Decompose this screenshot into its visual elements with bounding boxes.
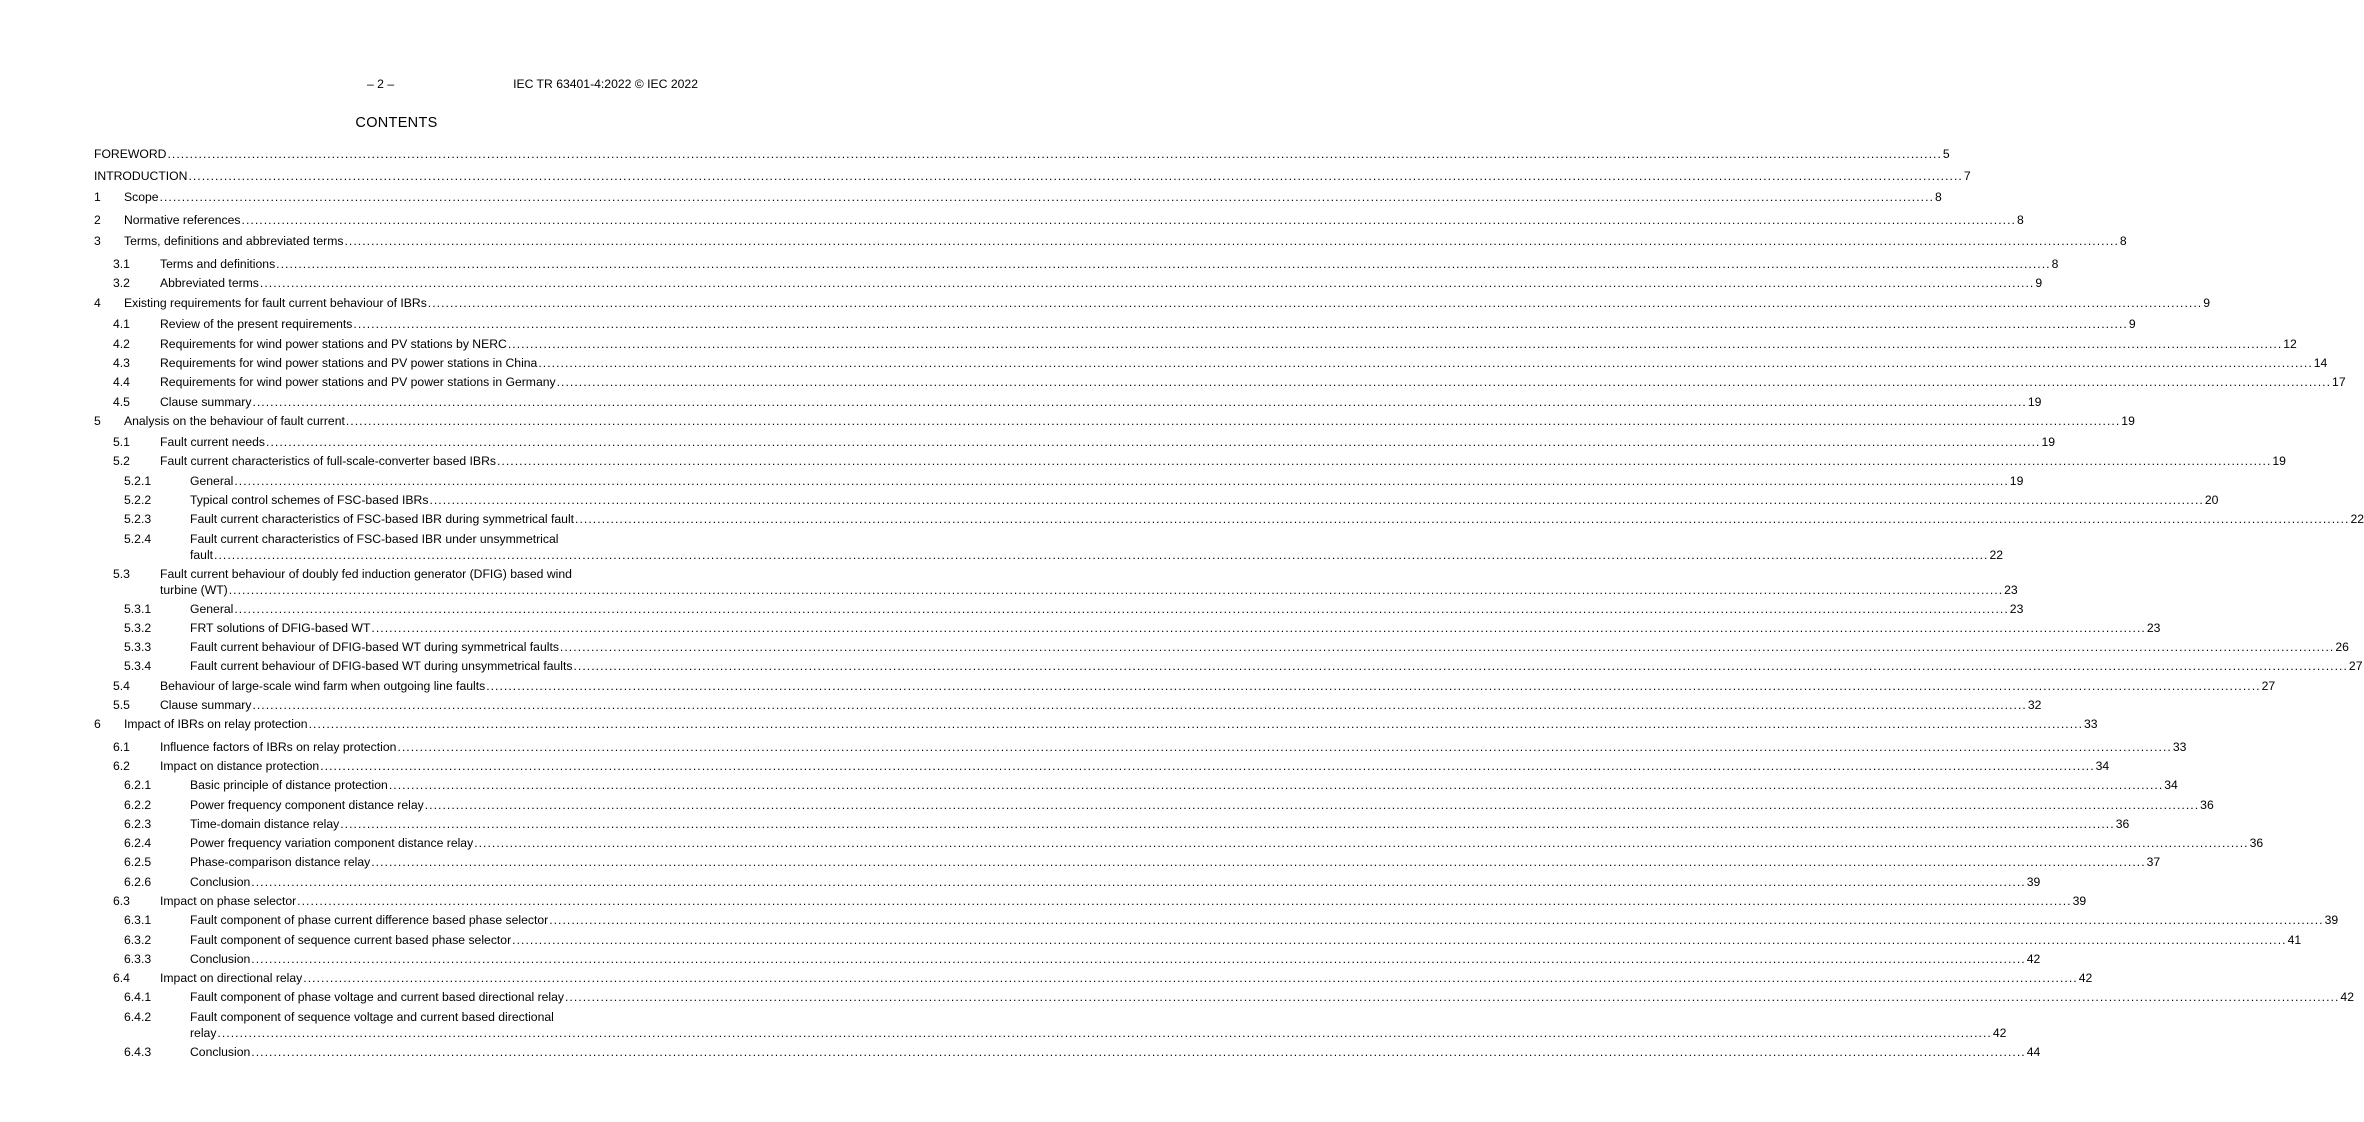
dot-leader: ................................................................................................................................................................................................................................................................................................................................................................................................................	[159, 190, 1934, 204]
dot-leader: ................................................................................................................................................................................................................................................................................................................................................................................................................	[507, 337, 2283, 351]
toc-entry-page: 17	[2332, 375, 2346, 389]
toc-entry-title: Impact on distance protection	[160, 759, 320, 773]
dot-leader: ................................................................................................................................................................................................................................................................................................................................................................................................................	[549, 913, 2324, 927]
toc-entry-number: 3.2	[113, 276, 130, 290]
toc-entry[interactable]	[94, 212, 2024, 228]
toc-entry[interactable]	[94, 453, 2286, 469]
dot-leader: ................................................................................................................................................................................................................................................................................................................................................................................................................	[573, 659, 2348, 673]
dot-leader: ................................................................................................................................................................................................................................................................................................................................................................................................................	[167, 147, 1942, 161]
page-title: CONTENTS	[355, 115, 438, 131]
toc-entry-title: Abbreviated terms	[160, 276, 259, 290]
toc-entry-title: Basic principle of distance protection	[190, 778, 388, 792]
toc-entry[interactable]	[94, 1009, 2007, 1041]
dot-leader: ................................................................................................................................................................................................................................................................................................................................................................................................................	[252, 395, 2027, 409]
toc-entry-number: 5.3	[113, 567, 130, 581]
toc-entry[interactable]	[94, 275, 2043, 291]
toc-entry-page: 8	[1935, 190, 1942, 204]
toc-entry[interactable]	[94, 601, 2024, 617]
toc-entry-title: Power frequency variation component distance relay	[190, 836, 474, 850]
toc-entry[interactable]	[94, 336, 2297, 352]
dot-leader: ................................................................................................................................................................................................................................................................................................................................................................................................................	[344, 234, 2119, 248]
toc-entry[interactable]	[94, 189, 1942, 205]
toc-entry-number: 2	[94, 213, 101, 227]
toc-entry-number: 5	[94, 414, 101, 428]
toc-entry-number: 5.2.2	[124, 493, 152, 507]
toc-entry-page: 14	[2313, 356, 2328, 370]
toc-entry-title: Fault component of sequence voltage and current based directional	[190, 1010, 554, 1024]
toc-entry-number: 6.4.3	[124, 1045, 152, 1059]
dot-leader: ................................................................................................................................................................................................................................................................................................................................................................................................................	[538, 356, 2313, 370]
document-reference: IEC TR 63401-4:2022 © IEC 2022	[513, 77, 698, 91]
toc-entry-title: Fault component of phase voltage and current based directional relay	[190, 990, 564, 1004]
toc-entry-page: 32	[2027, 698, 2042, 712]
toc-entry-title: Clause summary	[160, 698, 252, 712]
dot-leader: ................................................................................................................................................................................................................................................................................................................................................................................................................	[512, 933, 2287, 947]
toc-entry-title: Conclusion	[190, 1045, 251, 1059]
toc-entry[interactable]	[94, 492, 2219, 508]
toc-entry-number: 6	[94, 717, 101, 731]
toc-entry-title: Clause summary	[160, 395, 252, 409]
toc-entry-title: Impact of IBRs on relay protection	[124, 717, 308, 731]
toc-entry[interactable]	[94, 854, 2161, 870]
toc-entry-title: Fault current behaviour of doubly fed induction generator (DFIG) based wind	[160, 567, 572, 581]
toc-entry-page: 36	[2249, 836, 2264, 850]
dot-leader: ................................................................................................................................................................................................................................................................................................................................................................................................................	[388, 778, 2164, 792]
toc-entry[interactable]	[94, 434, 2056, 450]
toc-entry-title: Typical control schemes of FSC-based IBRs	[190, 493, 429, 507]
toc-entry-page: 36	[2200, 798, 2214, 812]
toc-entry[interactable]	[94, 758, 2110, 774]
dot-leader: ................................................................................................................................................................................................................................................................................................................................................................................................................	[241, 213, 2016, 227]
dot-leader: ................................................................................................................................................................................................................................................................................................................................................................................................................	[427, 296, 2203, 310]
toc-entry-page: 27	[2348, 659, 2363, 673]
toc-entry-number: 4.1	[113, 317, 130, 331]
dot-leader: ................................................................................................................................................................................................................................................................................................................................................................................................................	[424, 798, 2200, 812]
toc-entry-page: 42	[1992, 1026, 2007, 1040]
dot-leader: ................................................................................................................................................................................................................................................................................................................................................................................................................	[266, 435, 2041, 449]
toc-entry-title: Conclusion	[190, 952, 251, 966]
toc-entry[interactable]	[94, 531, 2004, 563]
dot-leader: ................................................................................................................................................................................................................................................................................................................................................................................................................	[320, 759, 2095, 773]
dot-leader: ................................................................................................................................................................................................................................................................................................................................................................................................................	[371, 621, 2146, 635]
toc-entry-title: General	[190, 602, 234, 616]
toc-entry-page: 8	[2051, 257, 2059, 271]
dot-leader: ................................................................................................................................................................................................................................................................................................................................................................................................................	[251, 1045, 2026, 1059]
toc-entry-number: 5.3.2	[124, 621, 152, 635]
toc-entry-number: 3	[94, 234, 101, 248]
dot-leader: ................................................................................................................................................................................................................................................................................................................................................................................................................	[303, 971, 2078, 985]
toc-entry-page: 9	[2035, 276, 2043, 290]
toc-entry-title: turbine (WT)	[160, 583, 228, 597]
dot-leader: ................................................................................................................................................................................................................................................................................................................................................................................................................	[353, 317, 2128, 331]
toc-entry-title: Fault component of phase current difference based phase selector	[190, 913, 549, 927]
toc-entry-title: fault	[190, 548, 214, 562]
toc-entry[interactable]	[94, 697, 2042, 713]
toc-entry-number: 6.2.5	[124, 855, 152, 869]
toc-entry[interactable]	[94, 797, 2214, 813]
dot-leader: ................................................................................................................................................................................................................................................................................................................................................................................................................	[276, 257, 2051, 271]
toc-entry-page: 27	[2261, 679, 2276, 693]
dot-leader: ................................................................................................................................................................................................................................................................................................................................................................................................................	[259, 276, 2035, 290]
dot-leader: ................................................................................................................................................................................................................................................................................................................................................................................................................	[575, 512, 2350, 526]
toc-entry-page: 22	[1989, 548, 2004, 562]
toc-entry-page: 34	[2164, 778, 2178, 792]
toc-entry-page: 20	[2204, 493, 2219, 507]
toc-entry-title: Requirements for wind power stations and PV power stations in China	[160, 356, 538, 370]
toc-entry-title: Requirements for wind power stations and PV stations by NERC	[160, 337, 507, 351]
dot-leader: ................................................................................................................................................................................................................................................................................................................................................................................................................	[397, 740, 2172, 754]
toc-entry-number: 5.2.3	[124, 512, 152, 526]
toc-entry-title: Existing requirements for fault current behaviour of IBRs	[124, 296, 427, 310]
dot-leader: ................................................................................................................................................................................................................................................................................................................................................................................................................	[251, 875, 2026, 889]
dot-leader: ................................................................................................................................................................................................................................................................................................................................................................................................................	[496, 454, 2272, 468]
dot-leader: ................................................................................................................................................................................................................................................................................................................................................................................................................	[371, 855, 2146, 869]
toc-entry-title: Behaviour of large-scale wind farm when outgoing line faults	[160, 679, 486, 693]
toc-entry-page: 19	[2027, 395, 2042, 409]
toc-entry-page: 8	[2016, 213, 2024, 227]
toc-entry-number: 6.1	[113, 740, 130, 754]
toc-entry-page: 19	[2272, 454, 2286, 468]
toc-entry-page: 42	[2026, 952, 2041, 966]
toc-entry[interactable]	[94, 739, 2187, 755]
toc-entry[interactable]	[94, 777, 2178, 793]
toc-entry[interactable]	[94, 835, 2264, 851]
toc-entry-number: 6.4.1	[124, 990, 152, 1004]
toc-entry-number: 6.2.4	[124, 836, 152, 850]
dot-leader: ................................................................................................................................................................................................................................................................................................................................................................................................................	[217, 1026, 1992, 1040]
toc-entry[interactable]	[94, 394, 2042, 410]
toc-entry-page: 33	[2172, 740, 2187, 754]
dot-leader: ................................................................................................................................................................................................................................................................................................................................................................................................................	[340, 817, 2115, 831]
toc-entry[interactable]	[94, 639, 2349, 655]
toc-entry[interactable]	[94, 374, 2346, 390]
toc-entry[interactable]	[94, 413, 2135, 429]
toc-entry-title: Conclusion	[190, 875, 251, 889]
dot-leader: ................................................................................................................................................................................................................................................................................................................................................................................................................	[188, 169, 1963, 183]
toc-entry-title: Fault current behaviour of DFIG-based WT during unsymmetrical faults	[190, 659, 573, 673]
toc-entry-title: Review of the present requirements	[160, 317, 353, 331]
toc-entry[interactable]	[94, 989, 2354, 1005]
toc-entry-number: 3.1	[113, 257, 130, 271]
toc-entry-page: 19	[2041, 435, 2056, 449]
toc-entry[interactable]	[94, 970, 2093, 986]
toc-entry-number: 5.3.3	[124, 640, 152, 654]
toc-entry-number: 6.3.1	[124, 913, 152, 927]
toc-entry-title: Terms and definitions	[160, 257, 276, 271]
toc-entry-page: 23	[2146, 621, 2161, 635]
dot-leader: ................................................................................................................................................................................................................................................................................................................................................................................................................	[345, 414, 2121, 428]
toc-entry[interactable]	[94, 295, 2211, 311]
dot-leader: ................................................................................................................................................................................................................................................................................................................................................................................................................	[308, 717, 2084, 731]
toc-entry-title: Fault current characteristics of FSC-based IBR under unsymmetrical	[190, 532, 559, 546]
toc-entry-number: 5.2.1	[124, 474, 152, 488]
toc-entry[interactable]	[94, 893, 2087, 909]
dot-leader: ................................................................................................................................................................................................................................................................................................................................................................................................................	[234, 474, 2009, 488]
toc-entry-number: 5.1	[113, 435, 130, 449]
toc-entry-number: 5.4	[113, 679, 130, 693]
toc-entry-number: 5.2.4	[124, 532, 152, 546]
toc-entry-number: 5.5	[113, 698, 130, 712]
toc-entry-number: 5.2	[113, 454, 130, 468]
toc-entry[interactable]	[94, 716, 2098, 732]
toc-entry-page: 23	[2009, 602, 2024, 616]
page-header	[94, 77, 698, 93]
toc-entry-page: 44	[2026, 1045, 2041, 1059]
toc-entry-number: 6.2.3	[124, 817, 152, 831]
dot-leader: ................................................................................................................................................................................................................................................................................................................................................................................................................	[429, 493, 2204, 507]
dot-leader: ................................................................................................................................................................................................................................................................................................................................................................................................................	[556, 375, 2332, 389]
toc-entry[interactable]	[94, 316, 2136, 332]
toc-entry-title: Fault component of sequence current based phase selector	[190, 933, 512, 947]
toc-entry-title: Requirements for wind power stations and PV power stations in Germany	[160, 375, 556, 389]
toc-entry[interactable]	[94, 816, 2130, 832]
dot-leader: ................................................................................................................................................................................................................................................................................................................................................................................................................	[564, 990, 2340, 1004]
toc-entry-number: 4.2	[113, 337, 130, 351]
toc-entry-page: 9	[2128, 317, 2136, 331]
toc-entry[interactable]	[94, 951, 2041, 967]
toc-entry-number: 6.2.6	[124, 875, 152, 889]
toc-entry-page: 39	[2072, 894, 2087, 908]
toc-entry-title: Scope	[124, 190, 159, 204]
toc-entry[interactable]	[94, 932, 2302, 948]
toc-entry-number: 4.5	[113, 395, 130, 409]
toc-entry-title: Terms, definitions and abbreviated terms	[124, 234, 344, 248]
toc-entry-title: Impact on directional relay	[160, 971, 303, 985]
toc-entry-page: 5	[1942, 147, 1950, 161]
toc-entry-page: 36	[2115, 817, 2130, 831]
toc-entry-number: 1	[94, 190, 101, 204]
toc-entry-title: Fault current characteristics of FSC-based IBR during symmetrical fault	[190, 512, 575, 526]
toc-entry-number: 5.3.4	[124, 659, 152, 673]
toc-entry[interactable]	[94, 168, 1971, 184]
toc-entry-title: General	[190, 474, 234, 488]
toc-entry-page: 23	[2004, 583, 2018, 597]
toc-entry-number: 6.3	[113, 894, 130, 908]
toc-entry-page: 19	[2009, 474, 2024, 488]
dot-leader: ................................................................................................................................................................................................................................................................................................................................................................................................................	[486, 679, 2261, 693]
toc-entry[interactable]	[94, 678, 2276, 694]
toc-entry-title: Fault current needs	[160, 435, 266, 449]
toc-entry-page: 33	[2084, 717, 2098, 731]
dot-leader: ................................................................................................................................................................................................................................................................................................................................................................................................................	[252, 698, 2027, 712]
toc-entry-title: Time-domain distance relay	[190, 817, 340, 831]
toc-entry[interactable]	[94, 912, 2339, 928]
toc-entry[interactable]	[94, 1044, 2041, 1060]
dot-leader: ................................................................................................................................................................................................................................................................................................................................................................................................................	[214, 548, 1989, 562]
toc-entry[interactable]	[94, 473, 2024, 489]
toc-entry-number: 6.3.3	[124, 952, 152, 966]
toc-entry-title: Impact on phase selector	[160, 894, 297, 908]
toc-entry-page: 22	[2350, 512, 2364, 526]
toc-entry-title: Influence factors of IBRs on relay protection	[160, 740, 397, 754]
toc-entry-page: 19	[2121, 414, 2135, 428]
toc-entry-page: 42	[2078, 971, 2093, 985]
toc-entry[interactable]	[94, 256, 2059, 272]
toc-entry-title: relay	[190, 1026, 217, 1040]
dot-leader: ................................................................................................................................................................................................................................................................................................................................................................................................................	[474, 836, 2249, 850]
toc-entry-page: 12	[2283, 337, 2297, 351]
toc-entry-title: Fault current behaviour of DFIG-based WT during symmetrical faults	[190, 640, 559, 654]
toc-entry-title: Power frequency component distance relay	[190, 798, 424, 812]
toc-entry-page: 39	[2324, 913, 2339, 927]
toc-entry-number: 4.3	[113, 356, 130, 370]
toc-entry-title: INTRODUCTION	[94, 169, 188, 183]
toc-entry-page: 39	[2026, 875, 2041, 889]
toc-entry-number: 6.2.2	[124, 798, 152, 812]
toc-entry-number: 4.4	[113, 375, 130, 389]
toc-entry[interactable]	[94, 620, 2161, 636]
toc-entry-page: 7	[1963, 169, 1971, 183]
toc-entry-title: FRT solutions of DFIG-based WT	[190, 621, 371, 635]
toc-entry[interactable]	[94, 566, 2018, 598]
toc-entry-number: 6.2.1	[124, 778, 152, 792]
toc-entry[interactable]	[94, 658, 2363, 674]
dot-leader: ................................................................................................................................................................................................................................................................................................................................................................................................................	[228, 583, 2004, 597]
toc-entry-page: 8	[2119, 234, 2127, 248]
toc-entry-number: 5.3.1	[124, 602, 152, 616]
page-number: – 2 –	[367, 77, 395, 91]
toc-entry-page: 37	[2146, 855, 2161, 869]
toc-entry-page: 41	[2287, 933, 2302, 947]
toc-entry-number: 6.4	[113, 971, 130, 985]
toc-entry[interactable]	[94, 146, 1950, 162]
toc-entry-title: Analysis on the behaviour of fault current	[124, 414, 345, 428]
dot-leader: ................................................................................................................................................................................................................................................................................................................................................................................................................	[559, 640, 2335, 654]
toc-entry-page: 42	[2340, 990, 2354, 1004]
dot-leader: ................................................................................................................................................................................................................................................................................................................................................................................................................	[234, 602, 2009, 616]
toc-entry[interactable]	[94, 233, 2127, 249]
dot-leader: ................................................................................................................................................................................................................................................................................................................................................................................................................	[297, 894, 2072, 908]
toc-entry[interactable]	[94, 355, 2328, 371]
toc-entry-number: 6.4.2	[124, 1010, 152, 1024]
toc-entry-page: 26	[2335, 640, 2349, 654]
toc-entry-title: FOREWORD	[94, 147, 167, 161]
toc-entry-number: 6.2	[113, 759, 130, 773]
toc-entry-title: Fault current characteristics of full-scale-converter based IBRs	[160, 454, 496, 468]
toc-entry-number: 4	[94, 296, 101, 310]
toc-entry[interactable]	[94, 874, 2041, 890]
dot-leader: ................................................................................................................................................................................................................................................................................................................................................................................................................	[251, 952, 2026, 966]
toc-entry-title: Normative references	[124, 213, 241, 227]
toc-entry-page: 9	[2203, 296, 2211, 310]
toc-entry-title: Phase-comparison distance relay	[190, 855, 371, 869]
toc-entry-page: 34	[2095, 759, 2110, 773]
toc-entry-number: 6.3.2	[124, 933, 152, 947]
toc-entry[interactable]	[94, 511, 2364, 527]
